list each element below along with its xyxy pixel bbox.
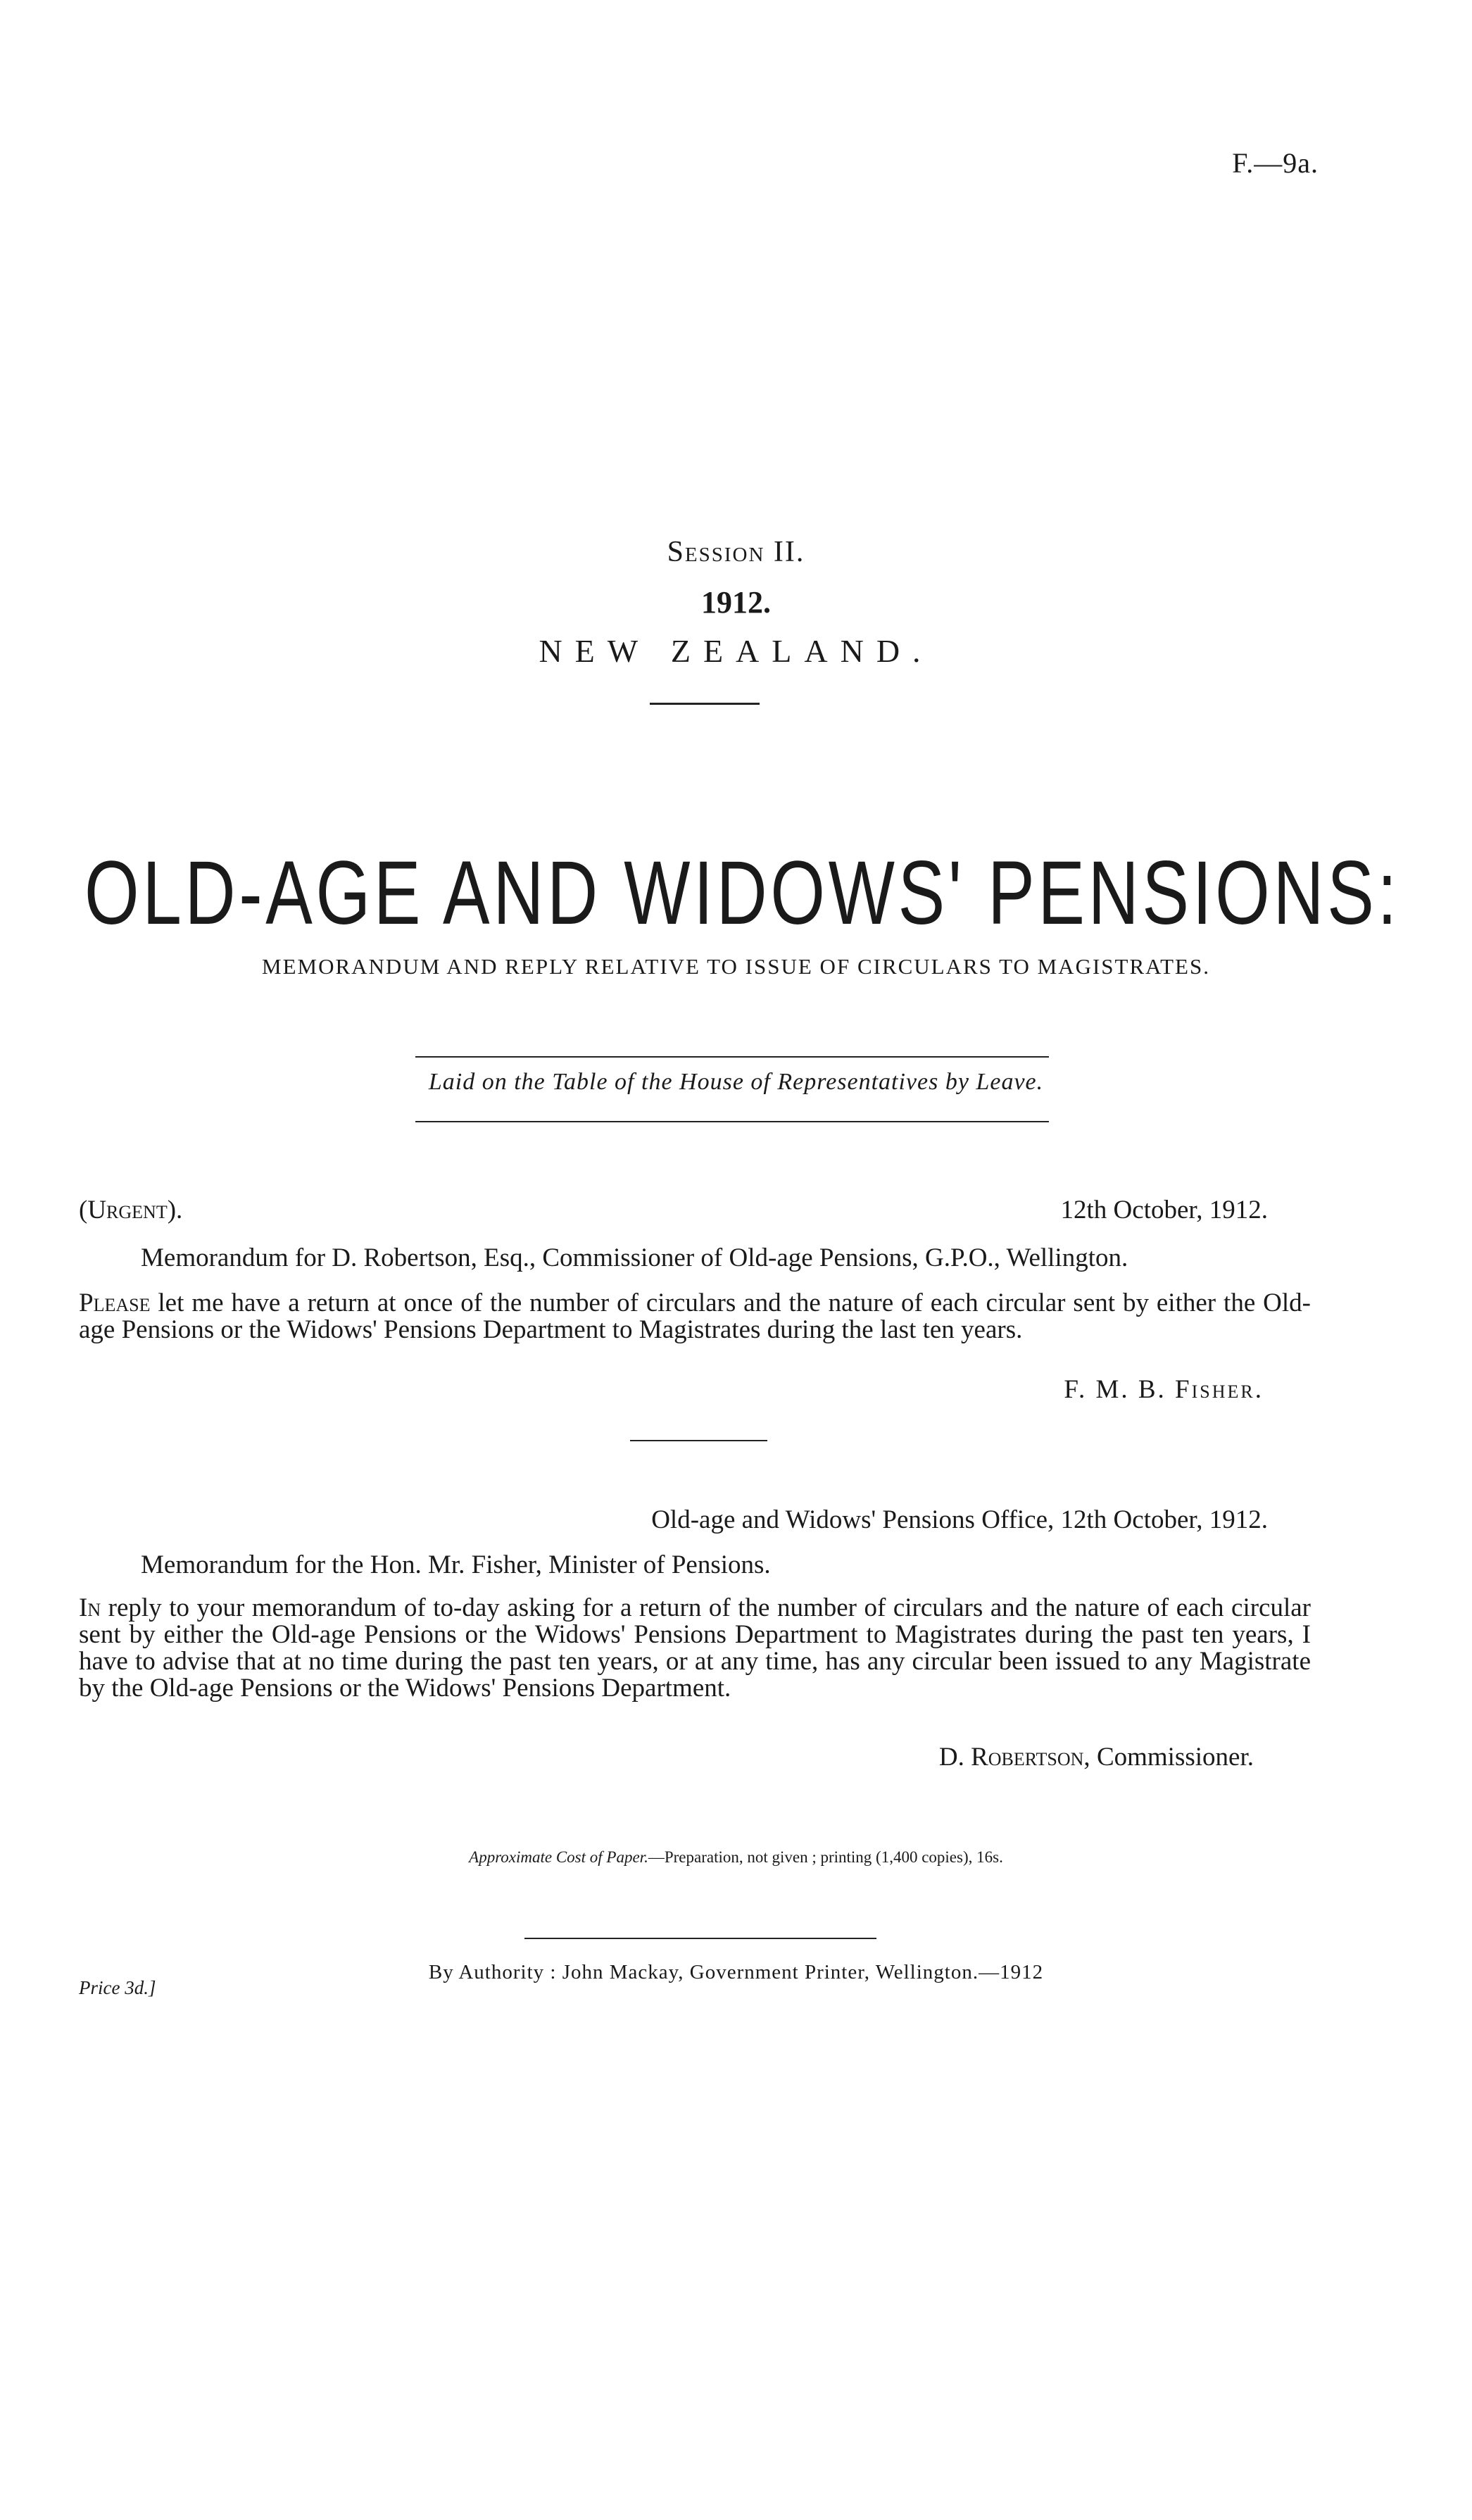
memo2-signature xyxy=(939,1744,1254,1771)
divider-memos xyxy=(630,1440,767,1441)
paper-reference: F.—9a. xyxy=(1232,147,1319,179)
memo1-urgency xyxy=(79,1197,182,1224)
memo1-body xyxy=(79,1290,1311,1343)
memo2-addressee: Memorandum for the Hon. Mr. Fisher, Minister of Pensions. xyxy=(141,1550,771,1579)
cost-note xyxy=(0,1848,1472,1867)
document-title: OLD-AGE AND WIDOWS' PENSIONS: xyxy=(84,843,1400,944)
memo1-addressee: Memorandum for D. Robertson, Esq., Commissioner of Old-age Pensions, G.P.O., Wellington. xyxy=(141,1243,1128,1272)
memo2-body-text: reply to your memorandum of to-day asking for a return of the number of circulars and the nature of each circular sent by either the Old-age Pensions or the Widows' Pensions Department to Magistrates during the past ten years, I have to advise that at no time during the past ten years, or at any time, has any circular been issued to any Magistrate by the Old-age Pensions or the Widows' Pensions Department. xyxy=(79,1593,1311,1703)
divider-footer xyxy=(524,1938,876,1939)
memo2-lead-word: In xyxy=(79,1593,101,1622)
memo2-signature-name: D. Robertson, xyxy=(938,1743,1090,1772)
divider-session xyxy=(650,703,760,705)
laid-statement: Laid on the Table of the House of Representatives by Leave. xyxy=(428,1069,1044,1095)
memo2-body xyxy=(79,1595,1311,1702)
memo1-body-text: let me have a return at once of the number of circulars and the nature of each circular sent by either the Old-age Pensions or the Widows' Pensions Department to Magistrates during the last ten years. xyxy=(79,1289,1311,1344)
memo1-urgency-text: (Urgent). xyxy=(79,1196,183,1224)
divider-laid-top xyxy=(415,1056,1049,1058)
cost-label: Approximate Cost of Paper. xyxy=(469,1848,648,1866)
memo2-signature-title: Commissioner. xyxy=(1096,1743,1254,1772)
country-name: NEW ZEALAND. xyxy=(539,633,933,669)
memo1-lead-word: Please xyxy=(79,1289,151,1317)
session-year: 1912. xyxy=(701,585,771,620)
memo1-signature: F. M. B. Fisher. xyxy=(1064,1375,1264,1404)
price-note: Price 3d.] xyxy=(79,1977,156,1998)
document-subtitle: MEMORANDUM AND REPLY RELATIVE TO ISSUE OF CIRCULARS TO MAGISTRATES. xyxy=(262,954,1210,979)
memo1-date: 12th October, 1912. xyxy=(1060,1196,1268,1224)
memo2-office-date: Old-age and Widows' Pensions Office, 12th October, 1912. xyxy=(651,1505,1268,1534)
divider-laid-bottom xyxy=(415,1121,1049,1122)
cost-text: —Preparation, not given ; printing (1,400 copies), 16s. xyxy=(648,1848,1003,1866)
printer-authority: By Authority : John Mackay, Government Printer, Wellington.—1912 xyxy=(428,1961,1044,1983)
session-label: Session II. xyxy=(667,536,805,568)
